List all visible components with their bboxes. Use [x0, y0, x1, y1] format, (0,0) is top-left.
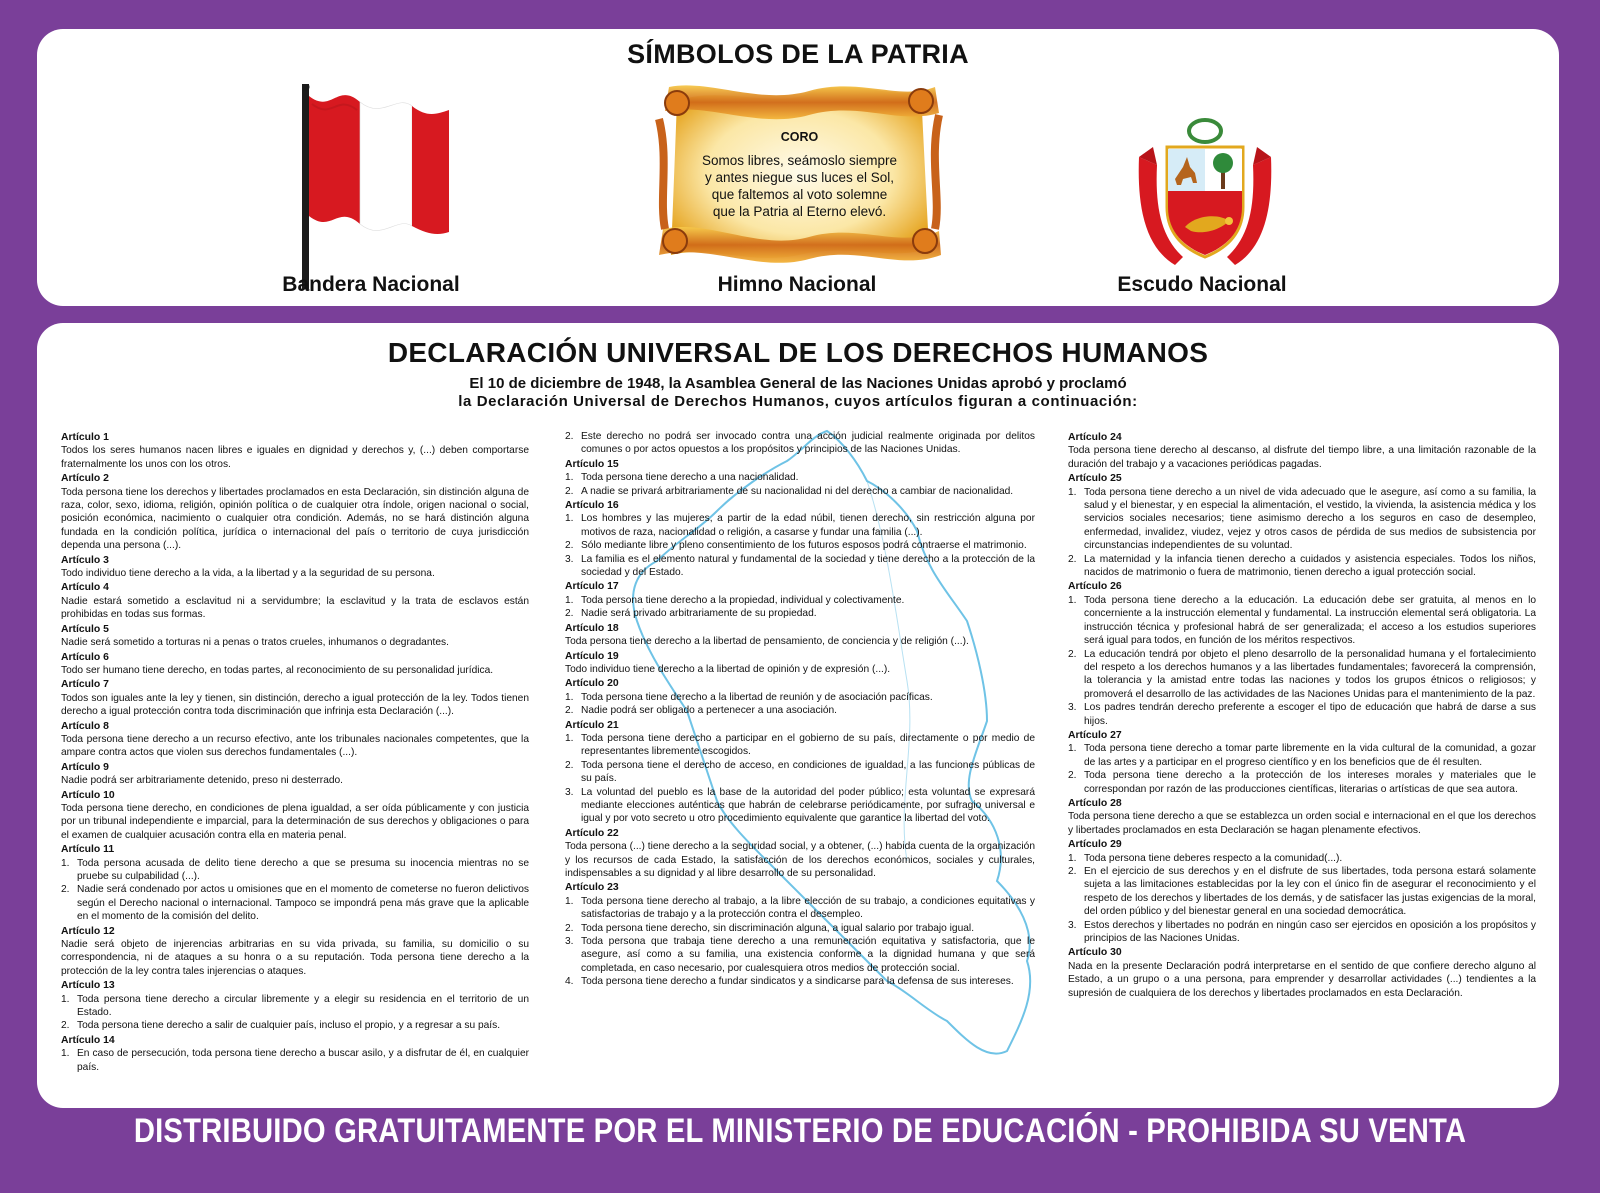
chorus-line: que faltemos al voto solemne: [711, 187, 888, 202]
article-title: Artículo 5: [61, 623, 109, 635]
article: [61, 623, 529, 650]
article-items: [1068, 594, 1536, 728]
item-text: Toda persona tiene derecho a participar en el gobierno de su país, directamente o por medio de representantes libremente escogidos.: [581, 732, 1035, 758]
item-number: 1.: [565, 691, 574, 703]
article-text: Todo ser humano tiene derecho, en todas partes, al reconocimiento de su personalidad jurídica.: [61, 664, 494, 676]
article-items: [1068, 486, 1536, 580]
symbols-title: SÍMBOLOS DE LA PATRIA: [627, 39, 969, 69]
article-item: [565, 704, 1035, 717]
article-item: [565, 430, 1035, 457]
article-title: Artículo 27: [1068, 729, 1122, 741]
item-text: Toda persona tiene derecho a un nivel de vida adecuado que le asegure, así como a su familia, la salud y el bienestar, y en especial la alimentación, el vestido, la vivienda, la asistencia médica y los servicios sociales necesarios; tiene asimismo derecho a los seguros en caso de desempleo, enfermedad, invalidez, viudez, vejez y otros casos de pérdida de sus medios de subsistencia por circunstancias independientes de su voluntad.: [1084, 486, 1536, 552]
item-number: 2.: [1068, 866, 1077, 877]
item-text: Toda persona que trabaja tiene derecho a una remuneración equitativa y satisfactoria, que le asegure, así como a su familia, una existencia conforme a la dignidad humana y que será completada, en caso necesario, por cualesquiera otros medios de protección social.: [581, 936, 1035, 974]
article-item: [1068, 852, 1536, 865]
item-number: 2.: [565, 705, 574, 717]
item-text: Toda persona tiene derecho a una nacionalidad.: [581, 472, 799, 484]
article: [61, 581, 529, 621]
article-item: [565, 594, 1035, 607]
article-item: [61, 883, 529, 923]
item-text: La familia es el elemento natural y fundamental de la sociedad y tiene derecho a la protección de la sociedad y del Estado.: [581, 553, 1035, 579]
article-title: Artículo 12: [61, 925, 115, 937]
subtitle-line-1: El 10 de diciembre de 1948, la Asamblea General de las Naciones Unidas aprobó y proclamó: [469, 375, 1127, 392]
item-text: Toda persona tiene derecho al trabajo, a la libre elección de su trabajo, a condiciones equitativas y satisfactorias de trabajo y a la protección contra el desempleo.: [581, 895, 1035, 921]
item-text: Toda persona acusada de delito tiene derecho a que se presuma su inocencia mientras no se pruebe su culpabilidad (...).: [77, 857, 529, 882]
item-number: 1.: [61, 1048, 70, 1060]
article: [565, 622, 1035, 649]
article: [1068, 946, 1536, 1000]
article-title: Artículo 14: [61, 1034, 115, 1046]
article: [1068, 580, 1536, 727]
item-number: 2.: [565, 485, 574, 497]
item-number: 1.: [1068, 594, 1077, 606]
article-title: Artículo 10: [61, 789, 115, 801]
article-item: [1068, 701, 1536, 728]
article: [565, 458, 1035, 498]
article-item: [61, 857, 529, 884]
article-text: Toda persona tiene los derechos y libertades proclamados en esta Declaración, sin distinción alguna de raza, color, sexo, idioma, religión, opinión política o de cualquier otra índole, origen nacional o social, posición económica, nacimiento o cualquier otra condición. Además, no se hará distinción alguna fundada en la condición política, jurídica o internacional del país o territorio de cuya jurisdicción dependa una persona (...).: [61, 486, 529, 552]
item-number: 2.: [1068, 553, 1077, 565]
item-number: 3.: [1068, 702, 1077, 714]
article-items: [565, 512, 1035, 579]
article-item: [565, 895, 1035, 922]
item-number: 2.: [565, 922, 574, 934]
article-title: Artículo 13: [61, 980, 115, 992]
item-number: 2.: [565, 759, 574, 771]
article-items: [1068, 852, 1536, 946]
article: [61, 925, 529, 979]
item-number: 2.: [565, 431, 574, 442]
item-number: 1.: [565, 895, 574, 907]
article: [61, 720, 529, 760]
anthem-chorus: [687, 129, 912, 220]
item-number: 1.: [565, 513, 574, 525]
item-number: 1.: [565, 594, 574, 606]
article: [61, 843, 529, 923]
article-items: [565, 471, 1035, 498]
article-item: [1068, 648, 1536, 702]
article-text: Toda persona (...) tiene derecho a la seguridad social, y a obtener, (...) habida cuenta de la organización y los recursos de cada Estado, la satisfacción de los derechos económicos, sociales y culturales, indispensables a su dignidad y al libre desarrollo de su personalidad.: [565, 841, 1035, 879]
article-items: [565, 594, 1035, 621]
item-text: Toda persona tiene derecho a la propiedad, individual y colectivamente.: [581, 594, 905, 606]
article-title: Artículo 22: [565, 827, 619, 839]
article-title: Artículo 4: [61, 582, 109, 594]
item-text: Sólo mediante libre y pleno consentimiento de los futuros esposos podrá contraerse el matrimonio.: [581, 540, 1027, 552]
item-text: La educación tendrá por objeto el pleno desarrollo de la personalidad humana y el fortalecimiento del respeto a los derechos humanos y a las libertades fundamentales; favorecerá la comprensión, la tolerancia y la amistad entre todas las naciones y todos los grupos étnicos o religiosos; y promoverá el desarrollo de las actividades de las Naciones Unidas para el mantenimiento de la paz.: [1084, 648, 1536, 700]
article-title: Artículo 9: [61, 761, 109, 773]
article-item: [565, 786, 1035, 826]
item-number: 3.: [565, 936, 574, 948]
item-text: Toda persona tiene derecho, sin discriminación alguna, a igual salario por trabajo igual.: [581, 922, 975, 934]
article: [565, 430, 1035, 457]
article-text: Todos los seres humanos nacen libres e iguales en dignidad y derechos y, (...) deben comportarse fraternalmente los unos con los otros.: [61, 445, 529, 470]
article-item: [565, 471, 1035, 484]
item-text: Nadie será privado arbitrariamente de su propiedad.: [581, 608, 817, 620]
chorus-title: CORO: [780, 130, 819, 144]
article-item: [565, 975, 1035, 988]
article-item: [61, 993, 529, 1020]
item-text: La voluntad del pueblo es la base de la autoridad del poder público; esta voluntad se expresará mediante elecciones auténticas que habrán de celebrarse periódicamente, por sufragio universal e igual y por voto secreto u otro procedimiento equivalente que garantice la libertad del voto.: [581, 786, 1035, 825]
symbols-panel: [37, 29, 1559, 306]
article-text: Nadie podrá ser arbitrariamente detenido, preso ni desterrado.: [61, 775, 344, 787]
articles-column-2: [565, 430, 1035, 989]
article-item: [565, 922, 1035, 935]
article-item: [61, 1019, 529, 1032]
item-number: 1.: [61, 993, 70, 1005]
item-text: Toda persona tiene deberes respecto a la comunidad(...).: [1084, 852, 1343, 864]
article-text: Toda persona tiene derecho a que se establezca un orden social e internacional en el que los derechos y libertades proclamados en esta Declaración se hagan plenamente efectivos.: [1068, 811, 1536, 836]
declaration-panel: [37, 323, 1559, 1108]
article-text: Toda persona tiene derecho, en condiciones de plena igualdad, a ser oída públicamente y con justicia por un tribunal independiente e imparcial, para la determinación de sus derechos y obligaciones o para el examen de cualquier acusación contra ella en materia penal.: [61, 802, 529, 841]
article-items: [61, 993, 529, 1033]
article-title: Artículo 2: [61, 473, 109, 485]
article-items: [565, 732, 1035, 826]
flag-label: Bandera Nacional: [282, 273, 460, 296]
item-text: Estos derechos y libertades no podrán en ningún caso ser ejercidos en oposición a los propósitos y principios de las Naciones Unidas.: [1084, 919, 1536, 945]
article-item: [1068, 742, 1536, 769]
item-text: Toda persona tiene derecho a salir de cualquier país, incluso el propio, y a regresar a su país.: [77, 1020, 501, 1032]
article-title: Artículo 1: [61, 432, 109, 443]
item-number: 1.: [565, 472, 574, 484]
item-number: 3.: [565, 553, 574, 565]
article-title: Artículo 17: [565, 581, 619, 593]
article-item: [565, 485, 1035, 498]
article-item: [1068, 486, 1536, 553]
article-title: Artículo 16: [565, 500, 619, 512]
article-title: Artículo 20: [565, 678, 619, 690]
item-number: 1.: [1068, 486, 1077, 498]
item-text: Toda persona tiene el derecho de acceso, en condiciones de igualdad, a las funciones públicas de su país.: [581, 759, 1035, 785]
article-title: Artículo 11: [61, 844, 115, 856]
article: [565, 827, 1035, 881]
item-number: 3.: [1068, 919, 1077, 931]
item-number: 1.: [1068, 743, 1077, 755]
article-item: [1068, 594, 1536, 648]
article-text: Todo individuo tiene derecho a la vida, a la libertad y a la seguridad de su persona.: [61, 568, 435, 580]
article: [61, 431, 529, 471]
coat-label: Escudo Nacional: [1117, 273, 1287, 296]
chorus-line: y antes niegue sus luces el Sol,: [704, 170, 895, 185]
item-number: 2.: [565, 540, 574, 552]
footer-notice: DISTRIBUIDO GRATUITAMENTE POR EL MINISTERIO DE EDUCACIÓN - PROHIBIDA SU VENTA: [133, 1112, 1467, 1150]
article: [565, 650, 1035, 677]
article: [61, 554, 529, 581]
article: [61, 1034, 529, 1074]
item-text: Los padres tendrán derecho preferente a escoger el tipo de educación que habrá de darse a sus hijos.: [1084, 702, 1536, 727]
article-item: [565, 539, 1035, 552]
article-item: [565, 759, 1035, 786]
article-items: [565, 430, 1035, 457]
item-number: 1.: [565, 732, 574, 744]
article-text: Nadie estará sometido a esclavitud ni a servidumbre; la esclavitud y la trata de esclavos están prohibidas en todas sus formas.: [61, 595, 529, 621]
article-item: [565, 553, 1035, 580]
article-text: Toda persona tiene derecho a la libertad de pensamiento, de conciencia y de religión (...).: [565, 636, 969, 648]
article-title: Artículo 28: [1068, 797, 1122, 809]
item-text: Nadie será condenado por actos u omisiones que en el momento de cometerse no fueron delictivos según el Derecho nacional o internacional. Tampoco se impondrá pena más grave que la aplicable en el momento de la comisión del delito.: [77, 884, 529, 923]
article-item: [1068, 919, 1536, 946]
item-text: Toda persona tiene derecho a tomar parte libremente en la vida cultural de la comunidad, a gozar de las artes y a participar en el progreso científico y en los beneficios que de él resulten.: [1084, 743, 1536, 768]
article-title: Artículo 7: [61, 679, 109, 691]
item-number: 2.: [1068, 648, 1077, 660]
item-text: Nadie podrá ser obligado a pertenecer a una asociación.: [581, 705, 837, 717]
article: [565, 881, 1035, 988]
peru-flag-icon: [302, 84, 502, 289]
article: [565, 580, 1035, 620]
item-number: 3.: [565, 786, 574, 798]
item-number: 2.: [1068, 770, 1077, 782]
article-items: [565, 691, 1035, 718]
article-title: Artículo 25: [1068, 473, 1122, 485]
article-item: [565, 512, 1035, 539]
chorus-line: que la Patria al Eterno elevó.: [712, 204, 887, 219]
item-text: Toda persona tiene derecho a la libertad de reunión y de asociación pacíficas.: [581, 691, 933, 703]
articles-column-1: [61, 430, 529, 1074]
item-text: A nadie se privará arbitrariamente de su nacionalidad ni del derecho a cambiar de nacionalidad.: [581, 485, 1014, 497]
item-number: 2.: [61, 1020, 70, 1032]
article-text: Toda persona tiene derecho al descanso, al disfrute del tiempo libre, a una limitación razonable de la duración del trabajo y a vacaciones periódicas pagadas.: [1068, 445, 1536, 470]
article: [61, 651, 529, 678]
item-number: 2.: [61, 884, 70, 896]
article-title: Artículo 26: [1068, 581, 1122, 593]
article-items: [1068, 742, 1536, 796]
article-text: Nada en la presente Declaración podrá interpretarse en el sentido de que confiere derecho alguno al Estado, a un grupo o a una persona, para emprender y desarrollar actividades (...) tendientes a la supresión de cualquiera de los derechos y libertades proclamados en esta Declaración.: [1068, 960, 1536, 999]
article: [1068, 729, 1536, 796]
article-title: Artículo 19: [565, 650, 619, 662]
article-title: Artículo 23: [565, 882, 619, 894]
item-number: 2.: [565, 608, 574, 620]
articles-column-3: [1068, 430, 1536, 1000]
article-items: [61, 857, 529, 924]
article-title: Artículo 3: [61, 554, 109, 566]
item-text: Los hombres y las mujeres, a partir de la edad núbil, tienen derecho, sin restricción alguna por motivos de raza, nacionalidad o religión, a casarse y fundar una familia (...).: [581, 513, 1035, 538]
article: [61, 761, 529, 788]
item-text: En caso de persecución, toda persona tiene derecho a buscar asilo, y a disfrutar de él, en cualquier país.: [77, 1048, 529, 1073]
article: [61, 472, 529, 552]
declaration-title: DECLARACIÓN UNIVERSAL DE LOS DERECHOS HUMANOS: [387, 337, 1209, 368]
article: [565, 677, 1035, 717]
article-text: Todo individuo tiene derecho a la libertad de opinión y de expresión (...).: [565, 663, 891, 675]
article-title: Artículo 6: [61, 651, 109, 663]
item-number: 1.: [61, 857, 70, 869]
item-text: En el ejercicio de sus derechos y en el disfrute de sus libertades, toda persona estará solamente sujeta a las limitaciones establecidas por la ley con el único fin de asegurar el reconocimiento y el respeto de los derechos y libertades de los demás, y de satisfacer las justas exigencias de la moral, del orden público y del bienestar general en una sociedad democrática.: [1084, 866, 1536, 918]
article: [565, 719, 1035, 826]
subtitle-line-2: la Declaración Universal de Derechos Humanos, cuyos artículos figuran a continuación:: [458, 393, 1138, 410]
coat-of-arms-icon: [1135, 117, 1275, 267]
article-title: Artículo 18: [565, 622, 619, 634]
chorus-line: Somos libres, seámoslo siempre: [701, 153, 898, 168]
article: [1068, 472, 1536, 579]
article: [1068, 797, 1536, 837]
item-number: 1.: [1068, 852, 1077, 864]
article-item: [1068, 865, 1536, 919]
article-text: Todos son iguales ante la ley y tienen, sin distinción, derecho a igual protección de la ley. Todos tienen derecho a igual protección contra toda discriminación que infrinja esta Declaración (...).: [61, 692, 529, 718]
item-text: Toda persona tiene derecho a la educación. La educación debe ser gratuita, al menos en lo concerniente a la instrucción elemental y fundamental. La instrucción elemental será obligatoria. La instrucción técnica y profesional habrá de ser generalizada; el acceso a los estudios superiores será igual para todos, en función de los méritos respectivos.: [1084, 594, 1536, 647]
item-text: Toda persona tiene derecho a la protección de los intereses morales y materiales que le correspondan por razón de las producciones científicas, literarias o artísticas de que sea autora.: [1084, 770, 1536, 795]
item-number: 4.: [565, 976, 574, 988]
article-title: Artículo 21: [565, 719, 619, 731]
article-title: Artículo 29: [1068, 839, 1122, 851]
article: [565, 499, 1035, 579]
article-text: Nadie será sometido a torturas ni a penas o tratos crueles, inhumanos o degradantes.: [61, 637, 449, 649]
article-item: [565, 732, 1035, 759]
article-title: Artículo 30: [1068, 947, 1122, 959]
article-item: [565, 935, 1035, 975]
article: [61, 979, 529, 1033]
article: [1068, 431, 1536, 471]
article-item: [1068, 553, 1536, 580]
article-item: [565, 607, 1035, 620]
article-item: [61, 1047, 529, 1074]
item-text: Este derecho no podrá ser invocado contra una acción judicial realmente originada por delitos comunes o por actos opuestos a los propósitos y principios de las Naciones Unidas.: [581, 431, 1035, 456]
article: [61, 789, 529, 843]
article-items: [61, 1047, 529, 1074]
article-title: Artículo 8: [61, 720, 109, 732]
article-title: Artículo 24: [1068, 432, 1122, 443]
anthem-label: Himno Nacional: [717, 273, 877, 296]
declaration-subtitle: [37, 375, 1559, 411]
article-item: [565, 691, 1035, 704]
item-text: Toda persona tiene derecho a fundar sindicatos y a sindicarse para la defensa de sus intereses.: [581, 976, 1014, 988]
article-items: [565, 895, 1035, 989]
article-item: [1068, 769, 1536, 796]
article: [1068, 838, 1536, 945]
item-text: La maternidad y la infancia tienen derecho a cuidados y asistencia especiales. Todos los niños, nacidos de matrimonio o fuera de matrimonio, tienen derecho a igual protección social.: [1084, 553, 1536, 579]
article: [61, 678, 529, 718]
article-text: Toda persona tiene derecho a un recurso efectivo, ante los tribunales nacionales competentes, que la ampare contra actos que violen sus derechos fundamentales (...).: [61, 733, 529, 759]
article-text: Nadie será objeto de injerencias arbitrarias en su vida privada, su familia, su domicilio o su correspondencia, ni de ataques a su honra o a su reputación. Toda persona tiene derecho a la protección de la ley contra tales injerencias o ataques.: [61, 939, 529, 977]
item-text: Toda persona tiene derecho a circular libremente y a elegir su residencia en el territorio de un Estado.: [77, 993, 529, 1019]
article-title: Artículo 15: [565, 458, 619, 470]
